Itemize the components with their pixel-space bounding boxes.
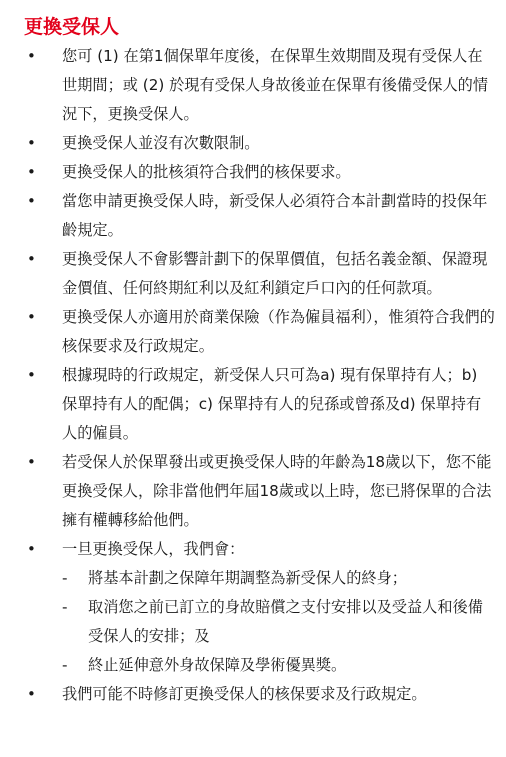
dash-icon: -	[62, 656, 68, 674]
bullet-icon: •	[27, 453, 36, 471]
bullet-icon: •	[27, 47, 36, 65]
sub-list-item-text: 取消您之前已訂立的身故賠償之支付安排以及受益人和後備受保人的安排；及	[88, 598, 483, 645]
list-item-text: 您可 (1) 在第1個保單年度後，在保單生效期間及現有受保人在世期間；或 (2) 於現有受保人身故後並在保單有後備受保人的情況下，更換受保人。	[62, 47, 489, 123]
bullet-icon: •	[27, 540, 36, 558]
list-item	[24, 680, 496, 709]
list-item-text: 更換受保人並沒有次數限制。	[62, 134, 260, 152]
list-item-text: 當您申請更換受保人時，新受保人必須符合本計劃當時的投保年齡規定。	[62, 192, 488, 239]
bullet-icon: •	[27, 250, 36, 268]
list-item-text: 我們可能不時修訂更換受保人的核保要求及行政規定。	[62, 685, 427, 703]
sub-list-item	[62, 651, 496, 680]
list-item	[24, 129, 496, 158]
list-item	[24, 245, 496, 303]
list-item-text: 若受保人於保單發出或更換受保人時的年齡為18歲以下，您不能更換受保人，除非當他們年屆18歲或以上時，您已將保單的合法擁有權轉移給他們。	[62, 453, 492, 529]
dash-icon: -	[62, 598, 68, 616]
terms-list	[24, 42, 496, 709]
bullet-icon: •	[27, 134, 36, 152]
list-item	[24, 158, 496, 187]
sub-list-item	[62, 564, 496, 593]
sub-list-item	[62, 593, 496, 651]
sub-list-item-text: 終止延伸意外身故保障及學術優異獎。	[88, 656, 347, 674]
list-item	[24, 303, 496, 361]
list-item-text: 一旦更換受保人，我們會：	[62, 540, 245, 558]
bullet-icon: •	[27, 685, 36, 703]
dash-icon: -	[62, 569, 68, 587]
list-item	[24, 535, 496, 680]
list-item	[24, 42, 496, 129]
list-item	[24, 361, 496, 448]
list-item-text: 更換受保人的批核須符合我們的核保要求。	[62, 163, 351, 181]
list-item-text: 更換受保人不會影響計劃下的保單價值，包括名義金額、保證現金價值、任何終期紅利以及紅利鎖定戶口內的任何款項。	[62, 250, 488, 297]
list-item	[24, 448, 496, 535]
list-item-text: 更換受保人亦適用於商業保險（作為僱員福利），惟須符合我們的核保要求及行政規定。	[62, 308, 495, 355]
sub-list-item-text: 將基本計劃之保障年期調整為新受保人的終身；	[88, 569, 407, 587]
sub-list	[62, 564, 496, 680]
bullet-icon: •	[27, 366, 36, 384]
bullet-icon: •	[27, 163, 36, 181]
bullet-icon: •	[27, 192, 36, 210]
bullet-icon: •	[27, 308, 36, 326]
section-title: 更換受保人	[24, 16, 120, 38]
list-item	[24, 187, 496, 245]
list-item-text: 根據現時的行政規定，新受保人只可為a) 現有保單持有人；b) 保單持有人的配偶；c) 保單持有人的兒孫或曾孫及d) 保單持有人的僱員。	[62, 366, 482, 442]
